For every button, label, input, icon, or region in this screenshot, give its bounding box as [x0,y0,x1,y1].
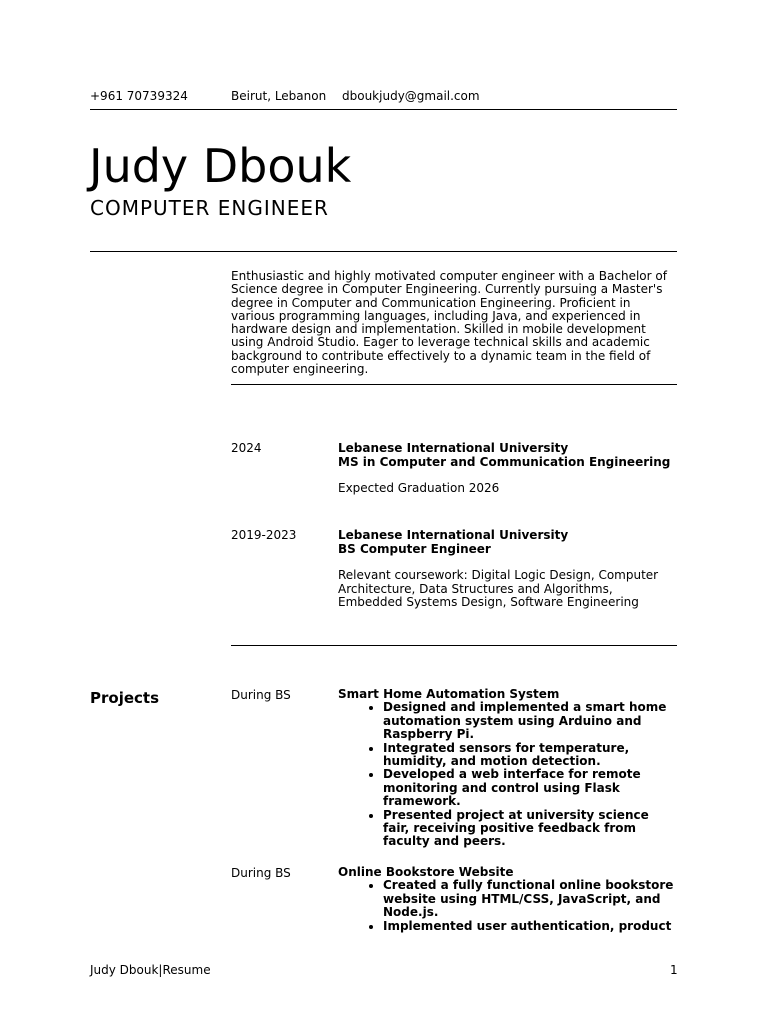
divider [231,384,677,385]
email: dboukjudy@gmail.com [342,89,480,103]
project-entry [338,866,676,933]
phone-number: +961 70739324 [90,89,188,103]
candidate-name: Judy Dbouk [89,139,352,193]
divider [231,645,677,646]
page-number: 1 [670,963,678,977]
project-bullet-list [338,701,676,848]
education-entry [338,528,676,610]
job-title: COMPUTER ENGINEER [90,196,329,220]
summary-paragraph: Enthusiastic and highly motivated computer engineer with a Bachelor of Science degree in Computer Engineering. Currently pursuing a Master's degree in Computer and Communication Engineering. Proficient in various programming languages, including Java, and experienced in hardware design and implementation. Skilled in mobile development using Android Studio. Eager to leverage technical skills and academic background to contribute effectively to a dynamic team in the field of computer engineering. [231,269,667,377]
education-date: 2024 [231,441,262,455]
project-title: Online Bookstore Website [338,865,514,879]
school-name: Lebanese International University [338,441,569,455]
project-bullet: • Integrated sensors for temperature, humidity, and motion detection. [383,742,676,769]
project-bullet: • Implemented user authentication, product [383,920,676,933]
project-bullet-list [338,879,676,933]
education-entry [338,441,676,496]
projects-section-label: Projects [90,689,160,707]
project-entry [338,688,676,849]
education-detail: Relevant coursework: Digital Logic Design, Computer Architecture, Data Structures and Algorithms, Embedded Systems Design, Software Engineering [338,568,659,609]
divider [90,251,677,252]
project-date: During BS [231,866,291,880]
project-bullet: • Developed a web interface for remote monitoring and control using Flask framework. [383,768,676,808]
project-bullet: • Presented project at university science fair, receiving positive feedback from faculty and peers. [383,809,676,849]
footer-label: Judy Dbouk|Resume [90,963,211,977]
project-date: During BS [231,688,291,702]
education-date: 2019-2023 [231,528,297,542]
divider [90,109,677,110]
school-name: Lebanese International University [338,528,569,542]
degree-name: MS in Computer and Communication Engineering [338,455,671,469]
degree-name: BS Computer Engineer [338,542,491,556]
location: Beirut, Lebanon [231,89,327,103]
project-title: Smart Home Automation System [338,687,560,701]
project-bullet: • Designed and implemented a smart home automation system using Arduino and Raspberry Pi. [383,701,676,741]
education-detail: Expected Graduation 2026 [338,481,500,495]
project-bullet: • Created a fully functional online bookstore website using HTML/CSS, JavaScript, and Node.js. [383,879,676,919]
